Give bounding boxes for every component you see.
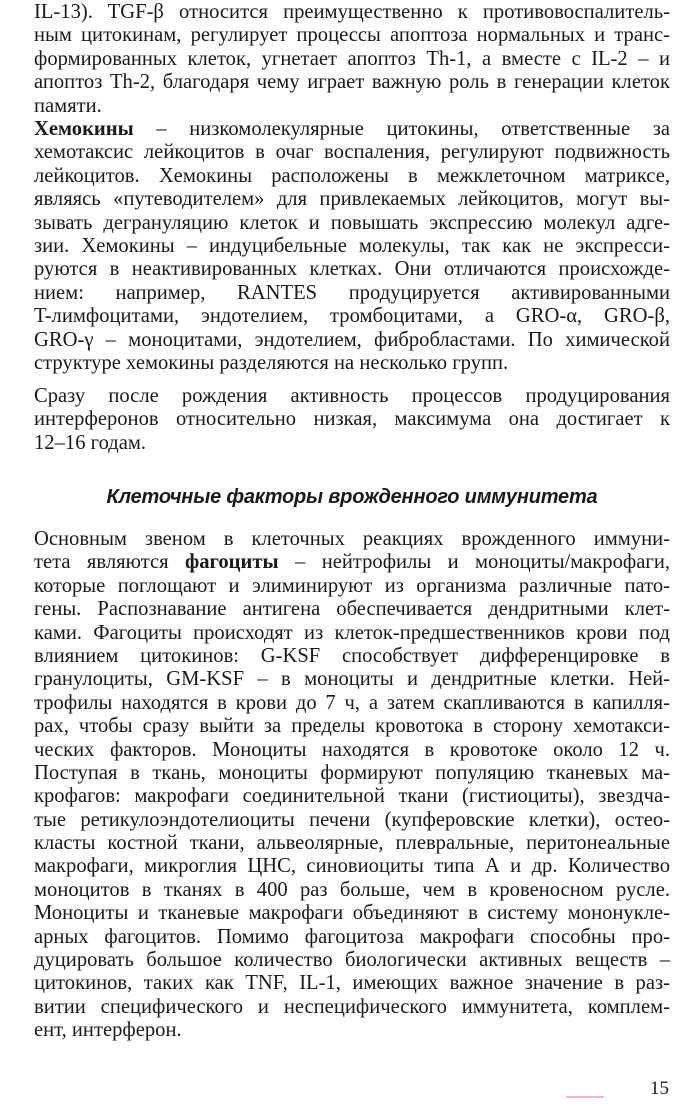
page-number: 15	[650, 1078, 669, 1099]
text-segment: тета являются	[34, 551, 185, 574]
text-line: ент, интерферон.	[34, 1019, 182, 1042]
text-line: тые ретикулоэндотелиоциты печени (купферовские клетки), остео-	[34, 808, 670, 831]
text-line: класты костной ткани, альвеолярные, плевральные, перитонеальные	[34, 832, 670, 855]
text-line: Поступая в ткань, моноциты формируют популяцию тканевых ма-	[34, 761, 670, 784]
paragraph-phagocytes	[34, 528, 670, 1043]
text-line: Моноциты и тканевые макрофаги объединяют в систему мононукле-	[34, 902, 670, 925]
text-line: формированных клеток, угнетает апоптоз Th-1, а вместе с IL-2 – и	[34, 47, 670, 70]
text-line: IL-13). TGF-β относится преимущественно к противовоспалитель-	[34, 1, 670, 23]
text-line: гены. Распознавание антигена обеспечивается дендритными клет-	[34, 598, 670, 621]
text-line: GRO-γ – моноцитами, эндотелием, фибробластами. По химической	[34, 328, 670, 351]
text-line: которые поглощают и элиминируют из организма различные пато-	[34, 574, 670, 597]
text-line: арных фагоцитов. Помимо фагоцитоза макрофаги способны про-	[34, 925, 670, 948]
paragraph-chemokines	[34, 118, 670, 375]
paragraph-tgf-beta	[34, 1, 670, 118]
text-line: моноцитов в тканях в 400 раз больше, чем в кровеносном русле.	[34, 878, 670, 901]
text-line: 12–16 годам.	[34, 431, 147, 454]
text-line: зии. Хемокины – индуцибельные молекулы, так как не экспресси-	[34, 234, 670, 257]
text-segment: – низкомолекулярные цитокины, ответственные за	[133, 118, 670, 140]
text-line: Основным звеном в клеточных реакциях врожденного иммуни-	[34, 528, 670, 550]
text-line: витии специфического и неспецифического иммунитета, комплем-	[34, 995, 670, 1018]
term-chemokines: Хемокины	[34, 118, 134, 140]
text-line: памяти.	[34, 94, 102, 117]
text-line: ками. Фагоциты происходят из клеток-предшественников крови под	[34, 621, 670, 644]
text-line: T-лимфоцитами, эндотелием, тромбоцитами, а GRO-α, GRO-β,	[34, 305, 670, 328]
paragraph-interferons	[34, 385, 670, 455]
text-line	[34, 118, 670, 141]
text-line: интерферонов относительно низкая, максимума она достигает к	[34, 408, 670, 431]
text-line: влиянием цитокинов: G-KSF способствует дифференцировке в	[34, 644, 670, 667]
text-line: дуцировать большое количество биологически активных веществ –	[34, 949, 670, 972]
text-line: являясь «путеводителем» для привлекаемых лейкоцитов, могут вы-	[34, 188, 670, 211]
text-line: ческих факторов. Моноциты находятся в кровотоке около 12 ч.	[34, 738, 670, 761]
text-line: ным цитокинам, регулирует процессы апоптоза нормальных и транс-	[34, 24, 670, 47]
text-line	[34, 551, 670, 574]
text-line: крофагов: макрофаги соединительной ткани (гистиоциты), звездча-	[34, 785, 670, 808]
text-line: макрофаги, микроглия ЦНС, синовиоциты типа А и др. Количество	[34, 855, 670, 878]
text-line: зывать дегрануляцию клеток и повышать экспрессию молекул адге-	[34, 211, 670, 234]
text-line: Сразу после рождения активность процессов продуцирования	[34, 385, 670, 407]
text-line: структуре хемокины разделяются на несколько групп.	[34, 351, 509, 374]
text-line: трофилы находятся в крови до 7 ч, а затем скапливаются в капилля-	[34, 691, 670, 714]
text-line: рах, чтобы сразу выйти за пределы кровотока в сторону хемотакси-	[34, 715, 670, 738]
text-line: руются в неактивированных клетках. Они отличаются происхожде-	[34, 258, 670, 281]
text-line: цитокинов, таких как TNF, IL-1, имеющих важное значение в раз-	[34, 972, 670, 995]
decorative-mark	[566, 1096, 604, 1098]
text-line: хемотаксис лейкоцитов в очаг воспаления, регулируют подвижность	[34, 141, 670, 164]
text-line: лейкоцитов. Хемокины расположены в межклеточном матриксе,	[34, 164, 670, 187]
text-line: апоптоз Th-2, благодаря чему играет важную роль в генерации клеток	[34, 71, 670, 94]
text-segment: – нейтрофилы и моноциты/макрофаги,	[278, 551, 670, 574]
section-heading: Клеточные факторы врожденного иммунитета	[106, 486, 598, 508]
text-line: гранулоциты, GM-KSF – в моноциты и дендритные клетки. Ней-	[34, 668, 670, 691]
term-phagocytes: фагоциты	[184, 551, 279, 574]
text-line: нием: например, RANTES продуцируется активированными	[34, 281, 670, 304]
